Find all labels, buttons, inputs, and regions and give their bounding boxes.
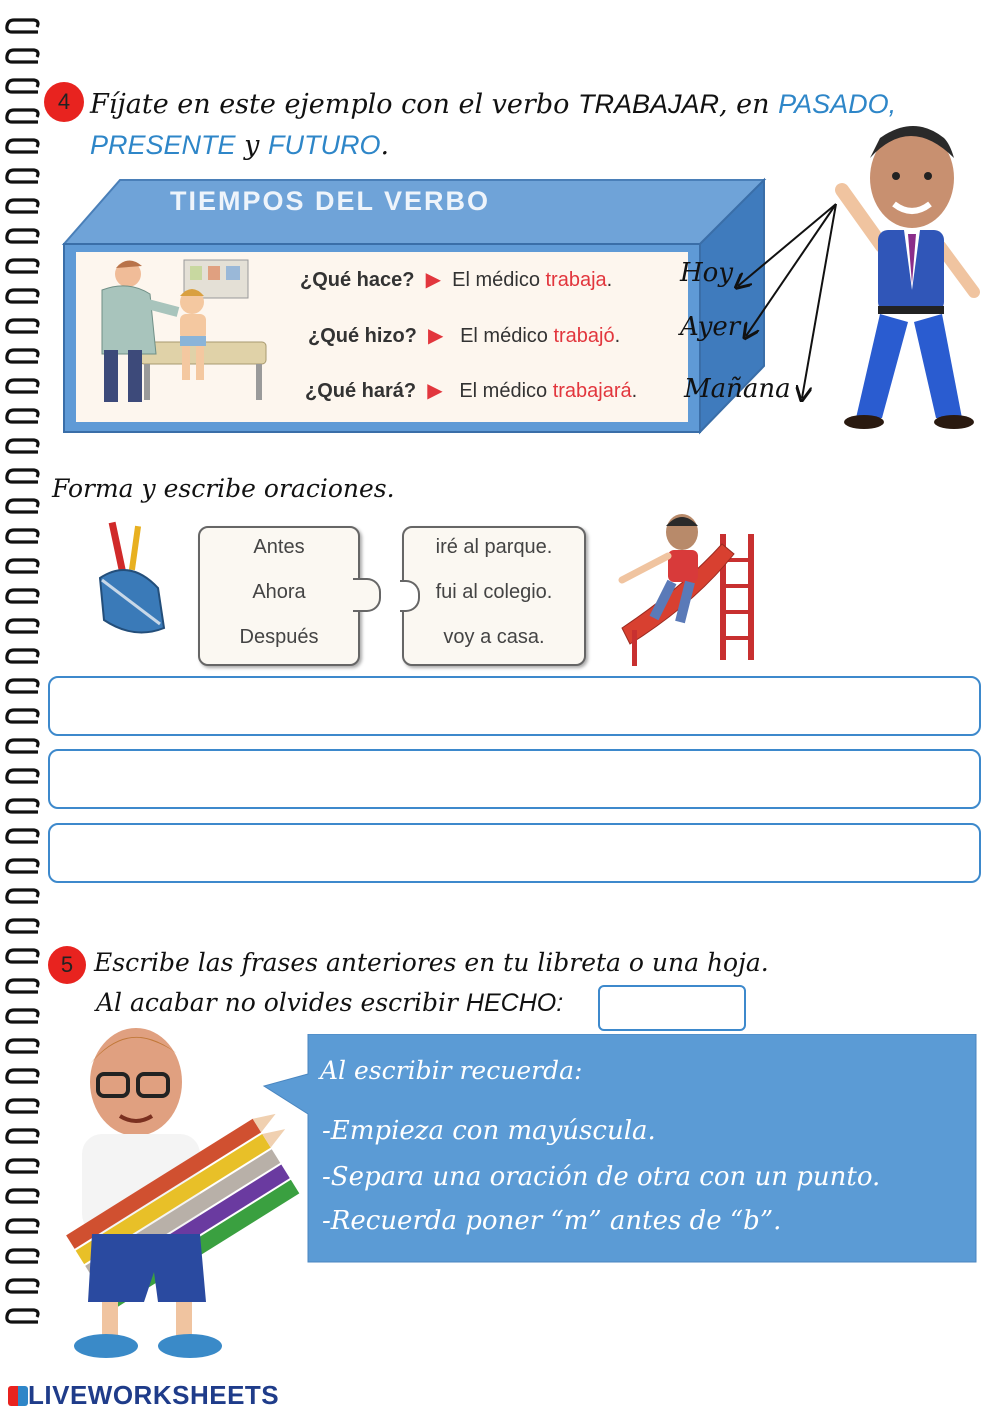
doctor-illustration xyxy=(80,256,270,416)
puzzle-word-antes: Antes xyxy=(253,536,305,558)
spiral-coil xyxy=(7,710,38,722)
verb-row-present: ¿Qué hace? ▶ El médico trabaja. xyxy=(300,269,613,291)
spiral-coil xyxy=(7,950,38,962)
spiral-coil xyxy=(7,500,38,512)
hecho-input[interactable] xyxy=(598,985,746,1031)
spiral-coil xyxy=(7,50,38,62)
answer-field-1[interactable] xyxy=(48,676,981,736)
spiral-coil xyxy=(7,380,38,392)
spiral-coil xyxy=(7,110,38,122)
exercise-4-instruction: Fíjate en este ejemplo con el verbo TRABAJAR, en PASADO, PRESENTE y FUTURO. xyxy=(90,89,897,161)
spiral-coil xyxy=(7,1220,38,1232)
puzzle-tab xyxy=(353,578,381,612)
spiral-coil xyxy=(7,680,38,692)
spiral-coil xyxy=(7,1010,38,1022)
spiral-coil xyxy=(7,1280,38,1292)
exercise-5-instruction: Escribe las frases anteriores en tu libreta o una hoja. xyxy=(94,948,769,977)
spiral-coil xyxy=(7,980,38,992)
spiral-coil xyxy=(7,20,38,32)
verb-row-future: ¿Qué hará? ▶ El médico trabajará. xyxy=(305,380,638,402)
puzzle-piece-right xyxy=(402,526,586,666)
spiral-coil xyxy=(7,650,38,662)
spiral-coil xyxy=(7,1040,38,1052)
answer-field-2[interactable] xyxy=(48,749,981,809)
spiral-coil xyxy=(7,140,38,152)
spiral-coil xyxy=(7,260,38,272)
spiral-coil xyxy=(7,1310,38,1322)
handwritten-manana: Mañana xyxy=(684,374,791,404)
answer-field-3[interactable] xyxy=(48,823,981,883)
verb-box-title: TIEMPOS DEL VERBO xyxy=(170,186,491,216)
spiral-coil xyxy=(7,770,38,782)
puzzle-phrase-1: iré al parque. xyxy=(435,536,553,558)
liveworksheets-logo-icon xyxy=(8,1386,28,1406)
boy-pencils-illustration xyxy=(40,1024,308,1369)
spiral-coil xyxy=(7,920,38,932)
slide-illustration xyxy=(608,510,760,670)
exercise-5-number: 5 xyxy=(48,946,86,984)
liveworksheets-logo: LIVEWORKSHEETS xyxy=(8,1380,279,1411)
spiral-coil xyxy=(7,590,38,602)
spiral-coil xyxy=(7,1250,38,1262)
pencil-case-illustration xyxy=(92,518,172,638)
arrow-right-icon: ▶ xyxy=(428,325,444,347)
spiral-coil xyxy=(7,1160,38,1172)
puzzle-word-despues: Después xyxy=(239,626,319,648)
spiral-coil xyxy=(7,1130,38,1142)
spiral-coil xyxy=(7,320,38,332)
form-instruction: Forma y escribe oraciones. xyxy=(52,474,395,503)
spiral-coil xyxy=(7,440,38,452)
spiral-coil xyxy=(7,530,38,542)
exercise-4-number: 4 xyxy=(44,82,84,122)
arrow-right-icon: ▶ xyxy=(427,380,443,402)
reminder-item-2: -Separa una oración de otra con un punto. xyxy=(322,1162,881,1192)
boy-suit-illustration xyxy=(820,118,985,433)
spiral-binding xyxy=(4,12,42,1332)
spiral-coil xyxy=(7,170,38,182)
puzzle-word-ahora: Ahora xyxy=(252,581,306,603)
puzzle-phrase-3: voy a casa. xyxy=(443,626,545,648)
spiral-coil xyxy=(7,1070,38,1082)
puzzle-piece-left xyxy=(198,526,360,666)
spiral-coil xyxy=(7,860,38,872)
spiral-coil xyxy=(7,890,38,902)
arrow-right-icon: ▶ xyxy=(425,269,441,291)
verb-row-past: ¿Qué hizo? ▶ El médico trabajó. xyxy=(308,325,621,347)
handwritten-hoy: Hoy xyxy=(680,258,734,288)
spiral-coil xyxy=(7,620,38,632)
spiral-coil xyxy=(7,740,38,752)
spiral-coil xyxy=(7,410,38,422)
reminder-item-3: -Recuerda poner “m” antes de “b”. xyxy=(322,1206,782,1236)
spiral-coil xyxy=(7,1100,38,1112)
reminder-item-1: -Empieza con mayúscula. xyxy=(322,1116,656,1146)
spiral-coil xyxy=(7,350,38,362)
handwritten-ayer: Ayer xyxy=(680,312,741,342)
spiral-coil xyxy=(7,800,38,812)
reminder-title: Al escribir recuerda: xyxy=(320,1056,583,1085)
spiral-coil xyxy=(7,230,38,242)
puzzle-phrase-2: fui al colegio. xyxy=(435,581,553,603)
spiral-coil xyxy=(7,830,38,842)
spiral-coil xyxy=(7,560,38,572)
spiral-coil xyxy=(7,80,38,92)
spiral-coil xyxy=(7,470,38,482)
spiral-coil xyxy=(7,290,38,302)
hecho-instruction: Al acabar no olvides escribir HECHO: xyxy=(96,988,564,1017)
spiral-coil xyxy=(7,200,38,212)
spiral-coil xyxy=(7,1190,38,1202)
